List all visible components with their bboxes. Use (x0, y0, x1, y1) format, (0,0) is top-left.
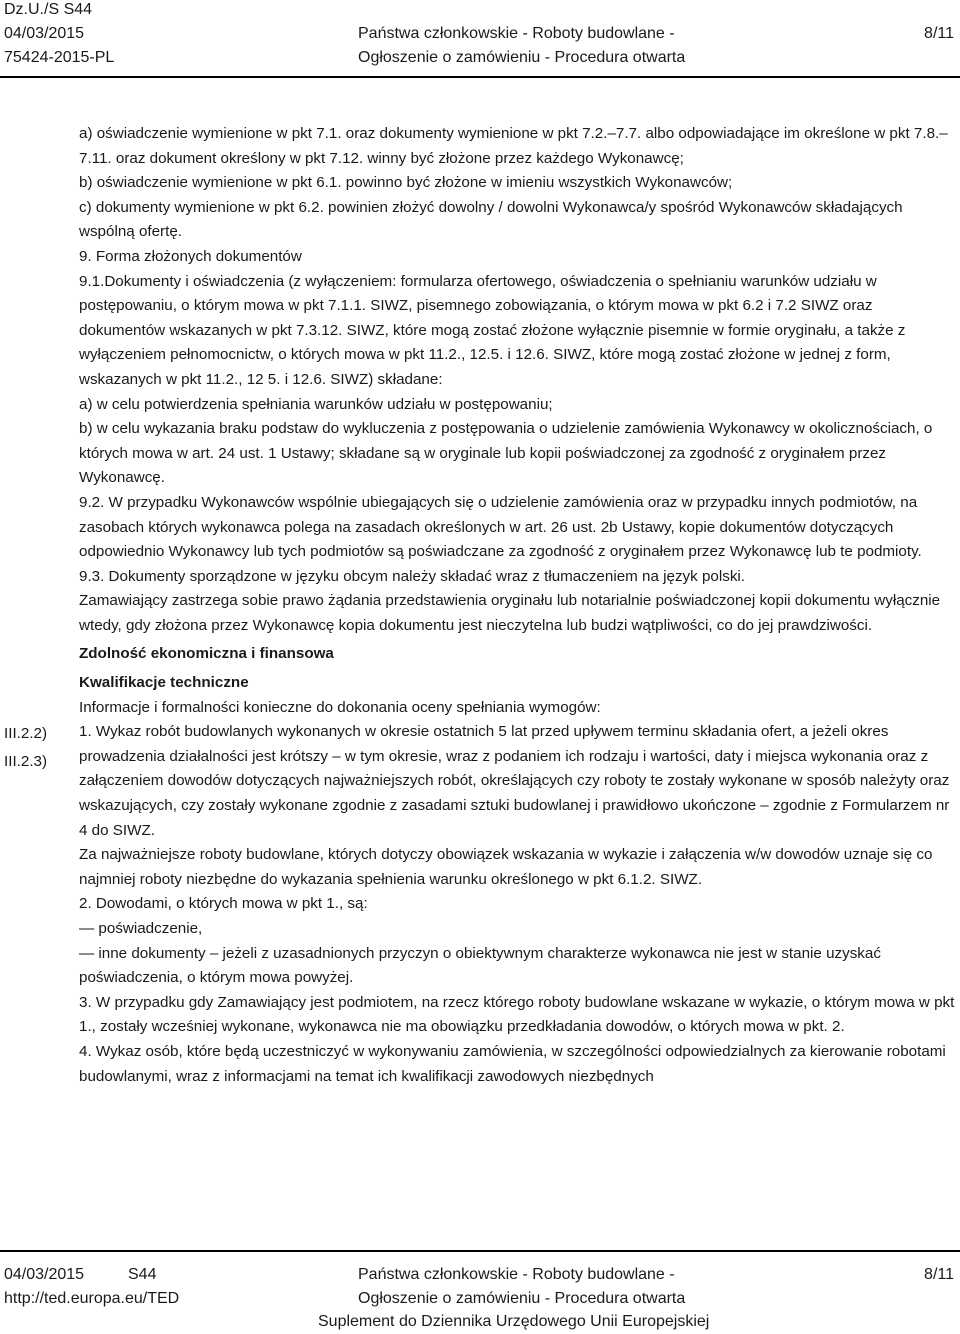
footer-rule (0, 1250, 960, 1252)
footer-title-line2: Ogłoszenie o zamówieniu - Procedura otwarta (358, 1290, 686, 1307)
paragraph: a) w celu potwierdzenia spełniania warunków udziału w postępowaniu; (79, 395, 553, 413)
doc-id: Dz.U./S S44 (4, 1, 93, 18)
paragraph: a) oświadczenie wymienione w pkt 7.1. oraz dokumenty wymienione w pkt 7.2.–7.7. albo odpowiadające im określone w pkt 7.8.–7.11. oraz dokument określony w pkt 7.12. winny być złożone przez każdego Wykonawcę; (79, 125, 948, 167)
paragraph: Informacje i formalności konieczne do dokonania oceny spełniania wymogów: (79, 698, 601, 716)
footer-page: 8/11 (924, 1266, 954, 1283)
header-title-line2: Ogłoszenie o zamówieniu - Procedura otwarta (358, 49, 686, 66)
main-content (79, 122, 959, 1089)
paragraph: 9. Forma złożonych dokumentów (79, 247, 302, 265)
heading-technical: Kwalifikacje techniczne (79, 674, 249, 692)
heading-financial: Zdolność ekonomiczna i finansowa (79, 645, 334, 663)
paragraph: b) w celu wykazania braku podstaw do wykluczenia z postępowania o udzielenie zamówienia Wykonawcy w okolicznościach, o których mowa w art. 24 ust. 1 Ustawy; składane są w oryginale lub kopii poświadczonej za zgodność z oryginałem przez Wykonawcę. (79, 420, 933, 487)
footer-title-line1: Państwa członkowskie - Roboty budowlane - (358, 1266, 675, 1283)
paragraph: 4. Wykaz osób, które będą uczestniczyć w wykonywaniu zamówienia, w szczególności odpowiedzialnych za kierowanie robotami budowlanymi, wraz z informacjami na temat ich kwalifikacji zawodowych niezbędnych (79, 1042, 946, 1085)
section-label-2: III.2.3) (4, 753, 48, 770)
header-date: 04/03/2015 (4, 25, 85, 42)
footer-issue: S44 (128, 1266, 157, 1283)
header-page: 8/11 (924, 25, 954, 42)
paragraph: 9.2. W przypadku Wykonawców wspólnie ubiegających się o udzielenie zamówienia oraz w przypadku innych podmiotów, na zasobach których wykonawca polega na zasadach określonych w art. 26 ust. 2b Ustawy, kopie dokumentów dotyczących odpowiednio Wykonawcy lub tych podmiotów są poświadczane za zgodność z oryginałem przez Wykonawcę lub te podmioty. (79, 493, 922, 561)
paragraph: Za najważniejsze roboty budowlane, których dotyczy obowiązek wskazania w wykazie i załączenia w/w dowodów uznaje się co najmniej roboty niezbędne do wykazania spełnienia warunku określonego w pkt 6.1.2. SIWZ. (79, 846, 933, 888)
paragraph: c) dokumenty wymienione w pkt 6.2. powinien złożyć dowolny / dowolni Wykonawca/y spośród Wykonawców składających wspólną ofertę. (79, 198, 903, 241)
footer-supplement: Suplement do Dziennika Urzędowego Unii Europejskiej (318, 1313, 710, 1330)
footer-url[interactable]: http://ted.europa.eu/TED (4, 1290, 180, 1307)
paragraph: — inne dokumenty – jeżeli z uzasadnionych przyczyn o obiektywnym charakterze wykonawca nie jest w stanie uzyskać poświadczenia, o którym mowa powyżej. (79, 944, 881, 987)
footer-date: 04/03/2015 (4, 1266, 85, 1283)
header-rule (0, 76, 960, 78)
paragraph: — poświadczenie, (79, 920, 203, 937)
paragraph: 3. W przypadku gdy Zamawiający jest podmiotem, na rzecz którego roboty budowlane wskazane w wykazie, o którym mowa w pkt 1., zostały wcześniej wykonane, wykonawca nie ma obowiązku przedkładania dowodów, o których mowa w pkt. 2. (79, 993, 955, 1036)
header-title-line1: Państwa członkowskie - Roboty budowlane - (358, 25, 675, 42)
paragraph: Zamawiający zastrzega sobie prawo żądania przedstawienia oryginału lub notarialnie poświadczonej kopii dokumentu wyłącznie wtedy, gdy złożona przez Wykonawcę kopia dokumentu jest nieczytelna lub budzi wątpliwości, co do jej prawdziwości. (79, 592, 941, 634)
paragraph: 9.3. Dokumenty sporządzone w języku obcym należy składać wraz z tłumaczeniem na język polski. (79, 567, 746, 585)
section-label-1: III.2.2) (4, 725, 48, 742)
paragraph: 1. Wykaz robót budowlanych wykonanych w okresie ostatnich 5 lat przed upływem terminu składania ofert, a jeżeli okres prowadzenia działalności jest krótszy – w tym okresie, wraz z podaniem ich rodzaju i wartości, daty i miejsca wykonania oraz z załączeniem dowodów dotyczących najważniejszych robót, określających czy roboty te zostały wykonane w sposób należyty oraz wskazujących, czy zostały wykonane zgodnie z zasadami sztuki budowlanej i prawidłowo ukończone – zgodnie z Formularzem nr 4 do SIWZ. (79, 723, 950, 839)
paragraph: b) oświadczenie wymienione w pkt 6.1. powinno być złożone w imieniu wszystkich Wykonawców; (79, 174, 733, 192)
paragraph: 9.1.Dokumenty i oświadczenia (z wyłączeniem: formularza ofertowego, oświadczenia o spełnianiu warunków udziału w postępowaniu, o którym mowa w pkt 7.1.1. SIWZ, pisemnego zobowiązania, o którym mowa w pkt 6.2 i 7.2 SIWZ oraz dokumentów wskazanych w pkt 7.3.12. SIWZ, które mogą zostać złożone wyłącznie pisemnie w formie oryginału, a także z wyłączeniem pełnomocnictw, o których mowa w pkt 11.2., 12.5. i 12.6. SIWZ, które mogą zostać złożone w jednej z form, wskazanych w pkt 11.2., 12 5. i 12.6. SIWZ) składane: (79, 272, 906, 388)
header-ref: 75424-2015-PL (4, 49, 115, 66)
paragraph: 2. Dowodami, o których mowa w pkt 1., są: (79, 895, 368, 913)
